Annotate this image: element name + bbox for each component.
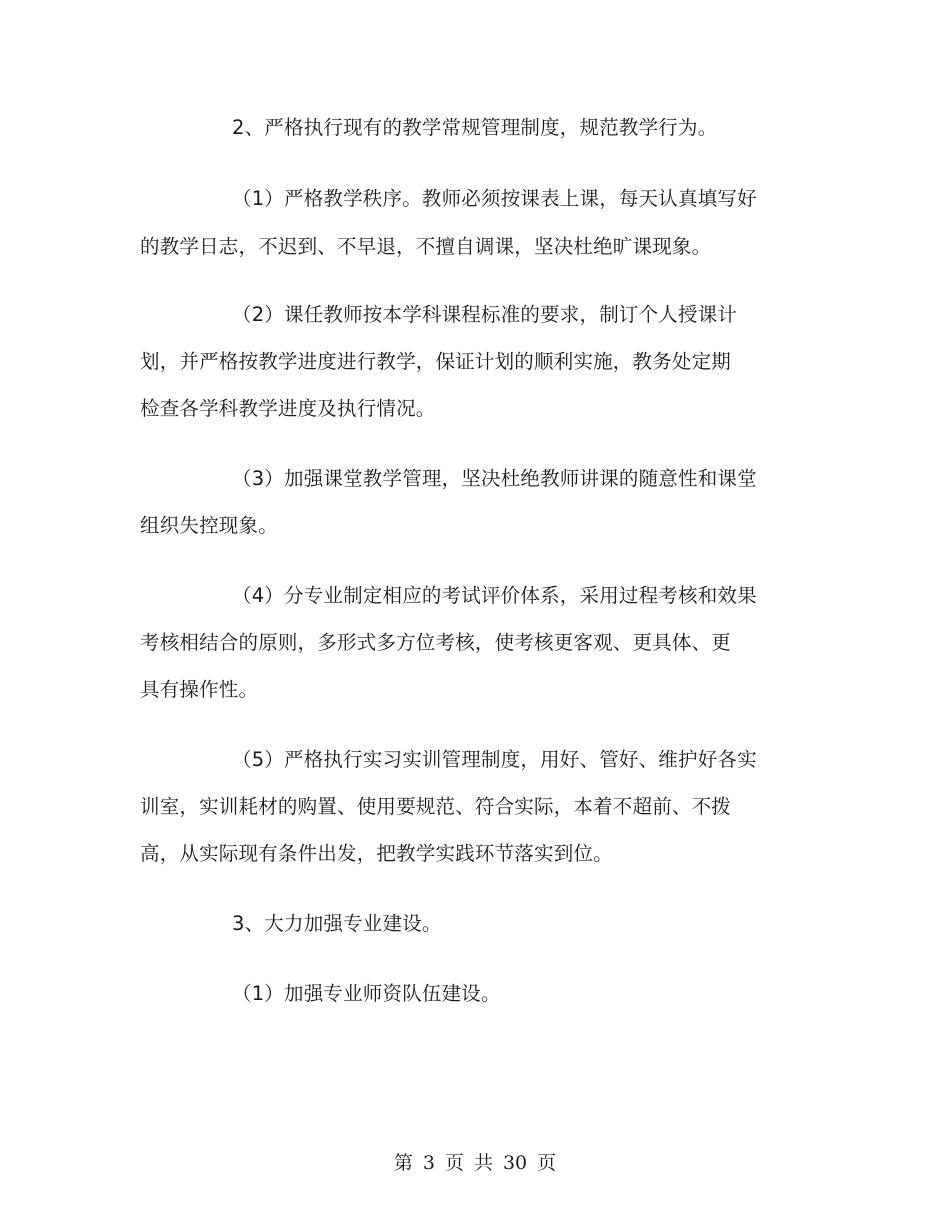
paragraph-line: 的教学日志，不迟到、不早退，不擅自调课，坚决杜绝旷课现象。 bbox=[140, 235, 712, 258]
paragraph-line: （4）分专业制定相应的考试评价体系，采用过程考核和效果 bbox=[232, 584, 757, 607]
footer-total-prefix: 共 bbox=[473, 1152, 493, 1174]
footer-page-suffix: 页 bbox=[537, 1152, 557, 1174]
paragraph-line: （2）课任教师按本学科课程标准的要求，制订个人授课计 bbox=[232, 303, 738, 326]
page-footer bbox=[0, 1150, 950, 1176]
paragraph-line: 具有操作性。 bbox=[140, 678, 259, 701]
paragraph-line: （1）加强专业师资队伍建设。 bbox=[232, 982, 501, 1005]
paragraph-line: （1）严格教学秩序。教师必须按课表上课，每天认真填写好 bbox=[232, 187, 757, 210]
paragraph-line: 组织失控现象。 bbox=[140, 514, 278, 537]
section-heading-2: 2、严格执行现有的教学常规管理制度，规范教学行为。 bbox=[232, 116, 718, 139]
paragraph-line: 考核相结合的原则，多形式多方位考核，使考核更客观、更具体、更 bbox=[140, 631, 732, 654]
footer-total-pages: 30 bbox=[502, 1152, 528, 1174]
paragraph-line: 高，从实际现有条件出发，把教学实践环节落实到位。 bbox=[140, 842, 613, 865]
footer-page-mid: 页 bbox=[444, 1152, 464, 1174]
paragraph-line: （3）加强课堂教学管理，坚决杜绝教师讲课的随意性和课堂 bbox=[232, 467, 757, 490]
paragraph-line: （5）严格执行实习实训管理制度，用好、管好、维护好各实 bbox=[232, 748, 757, 771]
paragraph-line: 划，并严格按教学进度进行教学，保证计划的顺利实施，教务处定期 bbox=[140, 350, 732, 373]
paragraph-line: 检查各学科教学进度及执行情况。 bbox=[140, 397, 436, 420]
footer-page-prefix: 第 bbox=[393, 1152, 413, 1174]
footer-page-number: 3 bbox=[422, 1152, 435, 1174]
section-heading-3: 3、大力加强专业建设。 bbox=[232, 912, 442, 935]
paragraph-line: 训室，实训耗材的购置、使用要规范、符合实际，本着不超前、不拨 bbox=[140, 795, 732, 818]
